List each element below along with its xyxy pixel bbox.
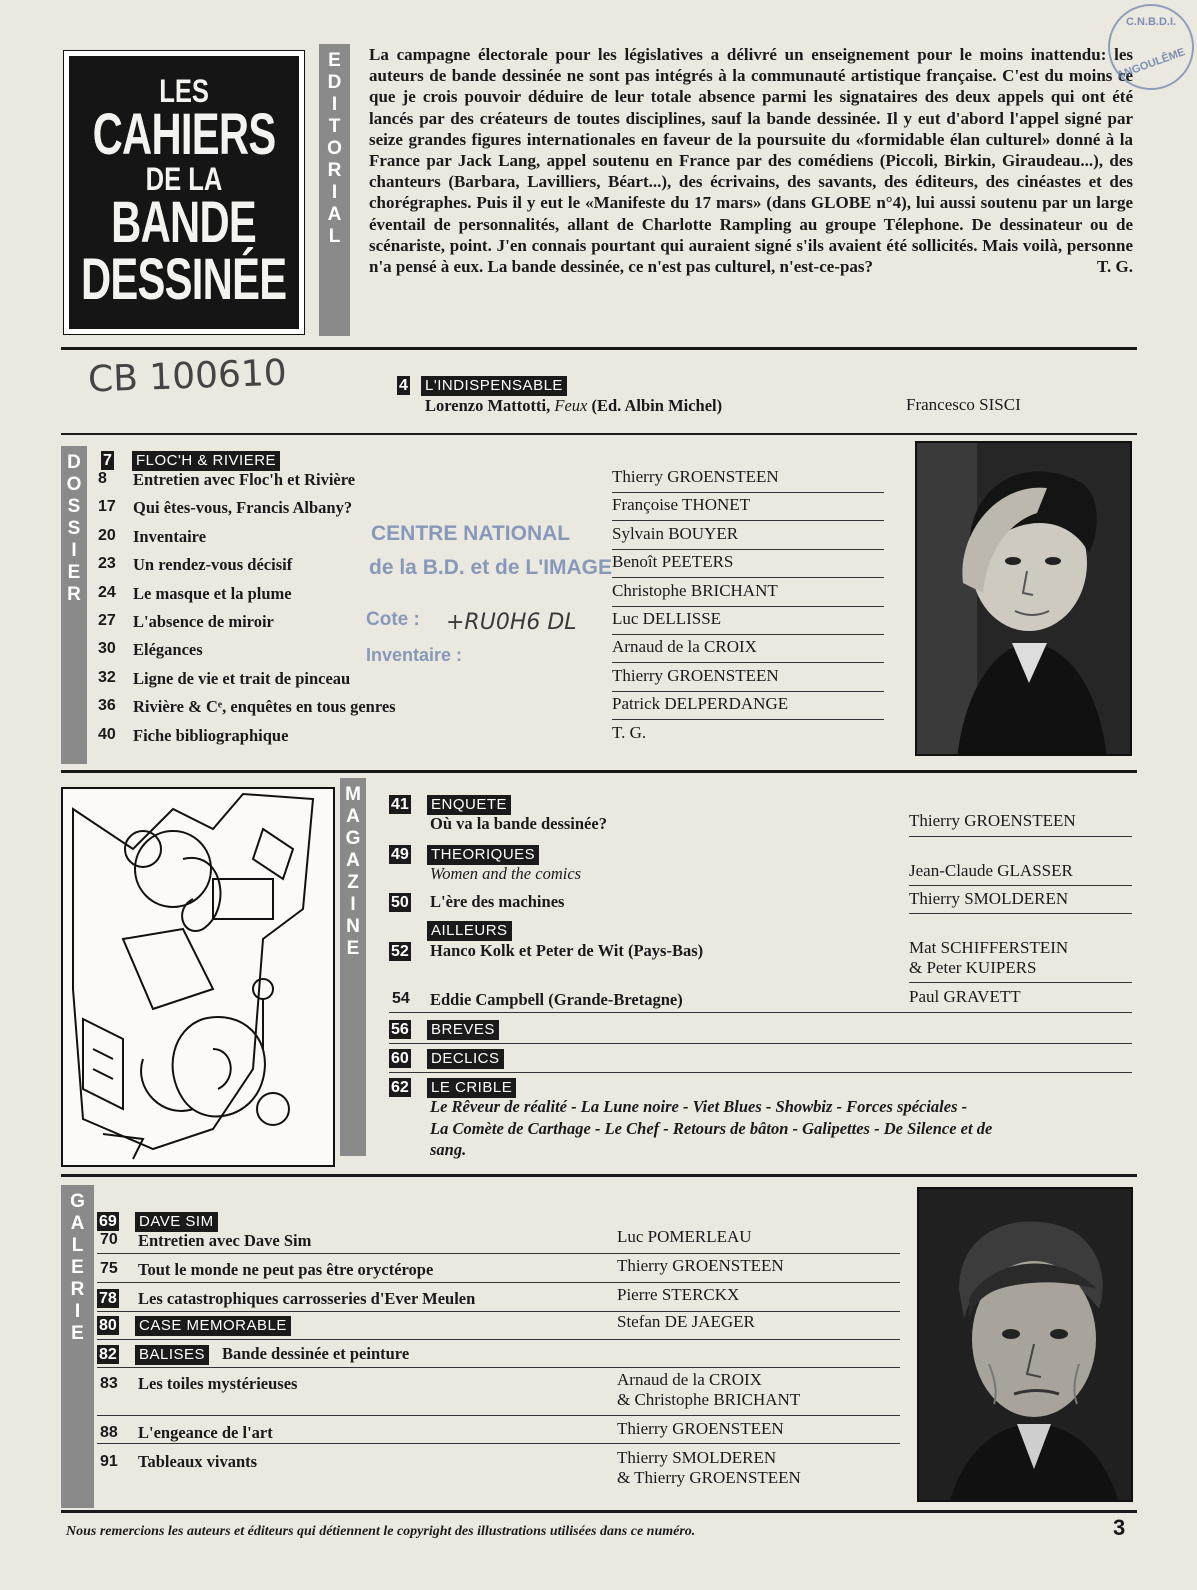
side-letter: L (328, 226, 341, 247)
rule (612, 634, 884, 635)
rule (97, 1443, 900, 1444)
side-letter: R (67, 584, 81, 605)
side-letter: A (70, 1213, 85, 1234)
page-number-label: 8 (98, 470, 107, 487)
side-letter: E (71, 1257, 84, 1278)
side-letter: D (327, 72, 342, 93)
rule (612, 520, 884, 521)
author-name: Benoît PEETERS (612, 552, 734, 571)
portrait-photo-riviere (917, 1187, 1133, 1502)
side-letter: I (331, 182, 338, 203)
page-number-label: 70 (100, 1231, 118, 1248)
logo-line-bande: BANDE (111, 190, 257, 256)
page-number-label: 32 (98, 669, 116, 686)
page-number-label: 88 (100, 1424, 118, 1441)
rule (389, 1043, 1132, 1044)
rule (612, 662, 884, 663)
toc-title: L'engeance de l'art (138, 1423, 273, 1442)
author-name: Thierry GROENSTEEN (909, 811, 1076, 830)
logo-line-les: LES (159, 72, 209, 109)
side-letter: O (327, 138, 342, 159)
side-letter: E (67, 562, 81, 583)
author-name: Thierry GROENSTEEN (612, 467, 779, 486)
logo-line-de-la: DE LA (145, 161, 223, 198)
author-name: Thierry SMOLDEREN (909, 889, 1069, 908)
page-number-label: 91 (100, 1453, 118, 1470)
divider (61, 347, 1137, 350)
author-name: Thierry GROENSTEEN (617, 1256, 784, 1275)
page-number-label: 36 (98, 697, 116, 714)
stamp-cote-value: +RU0H6 DL (446, 610, 577, 635)
author-name: Jean-Claude GLASSER (909, 861, 1073, 880)
page-number-label: 60 (391, 1050, 409, 1067)
side-letter: S (67, 518, 81, 539)
page-number-label: 52 (391, 943, 409, 960)
crible-list: Le Rêveur de réalité - La Lune noire - Viet Blues - Showbiz - Forces spéciales - (430, 1097, 968, 1116)
toc-title: L'absence de miroir (133, 612, 274, 631)
toc-title: Qui êtes-vous, Francis Albany? (133, 498, 353, 517)
side-letter: T (328, 116, 341, 137)
divider (61, 1174, 1137, 1177)
magazine-side-label (340, 778, 366, 1156)
author-name: Patrick DELPERDANGE (612, 694, 789, 713)
library-stamp (1108, 4, 1194, 90)
side-letter: E (71, 1323, 84, 1344)
editorial-text (369, 44, 1133, 277)
toc-title: Fiche bibliographique (133, 726, 289, 745)
page-number-label: 41 (391, 796, 409, 813)
rule (389, 1072, 1132, 1073)
rule (389, 1012, 1132, 1013)
side-letter: R (327, 160, 342, 181)
handwritten-code: CB 100610 (87, 352, 288, 401)
side-letter: A (346, 806, 360, 827)
page-number-label: 49 (391, 846, 409, 863)
author-name: Thierry GROENSTEEN (612, 666, 779, 685)
editorial-side-label (319, 44, 350, 336)
author-name: Françoise THONET (612, 495, 751, 514)
side-letter: N (346, 916, 360, 937)
rule (97, 1311, 900, 1312)
section-tag: LE CRIBLE (427, 1078, 516, 1098)
page-number-label: 27 (98, 612, 116, 629)
page-number-label: 23 (98, 555, 116, 572)
toc-title: Entretien avec Dave Sim (138, 1231, 312, 1250)
logo-line-dessinee: DESSINÉE (81, 247, 287, 313)
toc-title: Hanco Kolk et Peter de Wit (Pays-Bas) (430, 941, 704, 960)
side-letter: L (71, 1235, 84, 1256)
logo-line-cahiers: CAHIERS (92, 102, 276, 168)
page-number-label: 40 (98, 726, 116, 743)
rule (909, 982, 1132, 983)
dossier-side-label (61, 446, 87, 764)
section-tag: BALISES (135, 1345, 209, 1365)
rule (909, 913, 1132, 914)
rule (97, 1253, 900, 1254)
toc-title: Un rendez-vous décisif (133, 555, 293, 574)
page-number-label: 69 (99, 1213, 117, 1230)
copyright-footer: Nous remercions les auteurs et éditeurs qui détiennent le copyright des illustrations utilisées dans ce numéro. (66, 1524, 696, 1539)
toc-title: Entretien avec Floc'h et Rivière (133, 470, 356, 489)
toc-title: L'ère des machines (430, 892, 565, 911)
author-name: Pierre STERCKX (617, 1285, 740, 1304)
magazine-logo (63, 50, 305, 335)
author-name: Thierry GROENSTEEN (617, 1419, 784, 1438)
side-letter: E (328, 50, 341, 71)
side-letter: S (67, 496, 81, 517)
rule (97, 1282, 900, 1283)
side-letter: E (346, 938, 360, 959)
indispensable-title: Lorenzo Mattotti, Feux (Ed. Albin Michel) (425, 396, 723, 415)
stamp-inventaire-label: Inventaire : (366, 645, 463, 665)
magazine-illustration (61, 787, 335, 1167)
rule (909, 836, 1132, 837)
page-number-label: 24 (98, 584, 116, 601)
section-tag: L'INDISPENSABLE (421, 376, 567, 396)
divider (61, 1510, 1137, 1513)
editorial-signature: T. G. (1096, 257, 1133, 277)
toc-title: Women and the comics (430, 864, 582, 883)
section-tag: FLOC'H & RIVIERE (132, 451, 280, 471)
side-letter: I (71, 540, 77, 561)
side-letter: G (345, 828, 361, 849)
author-name: T. G. (612, 723, 647, 742)
author-name: Thierry SMOLDEREN (617, 1448, 777, 1467)
page-number: 3 (1113, 1515, 1126, 1540)
portrait-photo-floch (915, 441, 1132, 756)
author-name: Luc DELLISSE (612, 609, 722, 628)
author-name: & Thierry GROENSTEEN (617, 1468, 801, 1487)
section-tag: DAVE SIM (135, 1212, 218, 1232)
page-number-label: 78 (99, 1290, 117, 1307)
author-name: & Peter KUIPERS (909, 958, 1037, 977)
section-tag: BREVES (427, 1020, 499, 1040)
side-letter: D (67, 452, 81, 473)
side-letter: I (74, 1301, 81, 1322)
section-tag: ENQUETE (427, 795, 511, 815)
toc-title: Le masque et la plume (133, 584, 292, 603)
stamp-cote-label: Cote : (366, 609, 420, 630)
stamp-center-line2: de la B.D. et de L'IMAGE (369, 556, 613, 579)
toc-title: Les toiles mystérieuses (138, 1374, 298, 1393)
page-number-label: 56 (391, 1021, 409, 1038)
toc-title: Tableaux vivants (138, 1452, 258, 1471)
author-name: Arnaud de la CROIX (612, 637, 757, 656)
stamp-center-line1: CENTRE NATIONAL (371, 522, 571, 545)
rule (97, 1367, 900, 1368)
toc-title: Tout le monde ne peut pas être oryctérope (138, 1260, 434, 1279)
page-number-label: 80 (99, 1317, 117, 1334)
author-name: Arnaud de la CROIX (617, 1370, 762, 1389)
author-name: Christophe BRICHANT (612, 581, 778, 600)
side-letter: Z (347, 872, 359, 893)
toc-title: Ligne de vie et trait de pinceau (133, 669, 351, 688)
toc-title: Où va la bande dessinée? (430, 814, 607, 833)
page-number-label: 54 (392, 990, 410, 1007)
page-number-label: 7 (103, 452, 112, 469)
author-name: Stefan DE JAEGER (617, 1312, 755, 1331)
side-letter: O (66, 474, 82, 495)
author-name: Paul GRAVETT (909, 987, 1021, 1006)
rule (612, 719, 884, 720)
page-number-label: 82 (99, 1346, 117, 1363)
page-number-label: 50 (391, 894, 409, 911)
crible-list: sang. (430, 1140, 467, 1159)
rule (612, 549, 884, 550)
toc-title: Rivière & Cᵉ, enquêtes en tous genres (133, 697, 396, 716)
page-number-label: 62 (391, 1079, 409, 1096)
page-number-label: 17 (98, 498, 116, 515)
author-name: & Christophe BRICHANT (617, 1390, 801, 1409)
author-name: Francesco SISCI (906, 395, 1021, 414)
side-letter: A (327, 204, 342, 225)
side-letter: M (345, 784, 361, 805)
rule (97, 1415, 900, 1416)
stamp-line-1: C.N.B.D.I. (1125, 16, 1177, 28)
section-tag: AILLEURS (427, 921, 512, 941)
rule (612, 492, 884, 493)
page-number-label: 83 (100, 1375, 118, 1392)
side-letter: A (346, 850, 360, 871)
toc-title: Bande dessinée et peinture (222, 1344, 410, 1363)
author-name: Luc POMERLEAU (617, 1227, 752, 1246)
author-name: Mat SCHIFFERSTEIN (909, 938, 1069, 957)
side-letter: G (70, 1191, 85, 1212)
section-tag: DECLICS (427, 1049, 504, 1069)
side-letter: I (350, 894, 356, 915)
page-number-label: 30 (98, 640, 116, 657)
crible-list: La Comète de Carthage - Le Chef - Retours de bâton - Galipettes - De Silence et de (430, 1119, 993, 1138)
section-tag: THEORIQUES (427, 845, 539, 865)
rule (97, 1339, 900, 1340)
toc-title: Eddie Campbell (Grande-Bretagne) (430, 990, 683, 1009)
author-name: Sylvain BOUYER (612, 524, 739, 543)
galerie-side-label (61, 1185, 94, 1508)
rule (612, 606, 884, 607)
section-tag: CASE MEMORABLE (135, 1316, 291, 1336)
divider (61, 770, 1137, 773)
toc-title: Inventaire (133, 527, 207, 546)
page-number-label: 4 (399, 377, 408, 394)
rule (909, 885, 1132, 886)
rule (612, 577, 884, 578)
rule (612, 691, 884, 692)
side-letter: R (70, 1279, 85, 1300)
editorial-body: La campagne électorale pour les législatives a délivré un enseignement pour le moins inattendu: les auteurs de bande dessinée ne sont pas intégrés à la communauté artistique française. C'est du moins ce que je crois pouvoir déduire de leur totale absence parmi les signataires des deux appels qui ont été lancés par des créateurs de toutes disciplines, sauf la bande dessinée. Il y eut d'abord l'appel signé par seize grandes figures internationales en faveur de la poursuite du «formidable élan culturel» donné à la France par Jack Lang, appel soutenu en France par des comédiens (Piccoli, Birkin, Giraudeau...), des chanteurs (Barbara, Lavilliers, Béart...), des écrivains, des savants, des éditeurs, des cinéastes et des chorégraphes. Puis il y eut le «Manifeste du 17 mars» (dans GLOBE n°4), lui aussi soutenu par un large éventail de personnalités, allant de Charlotte Rampling au groupe Télephone. De dessinateur ou de scénariste, point. J'en connais pourtant qui auraient signé s'ils avaient été sollicités. Mais voilà, personne n'a pensé à eux. La bande dessinée, ce n'est pas culturel, n'est-ce-pas? (369, 45, 1133, 277)
page-number-label: 75 (100, 1260, 118, 1277)
stamp-line-2: ANGOULÊME (1115, 46, 1187, 82)
toc-title: Les catastrophiques carrosseries d'Ever Meulen (138, 1289, 476, 1308)
divider (61, 433, 1137, 435)
toc-title: Elégances (133, 640, 203, 659)
page-number-label: 20 (98, 527, 116, 544)
side-letter: I (331, 94, 338, 115)
